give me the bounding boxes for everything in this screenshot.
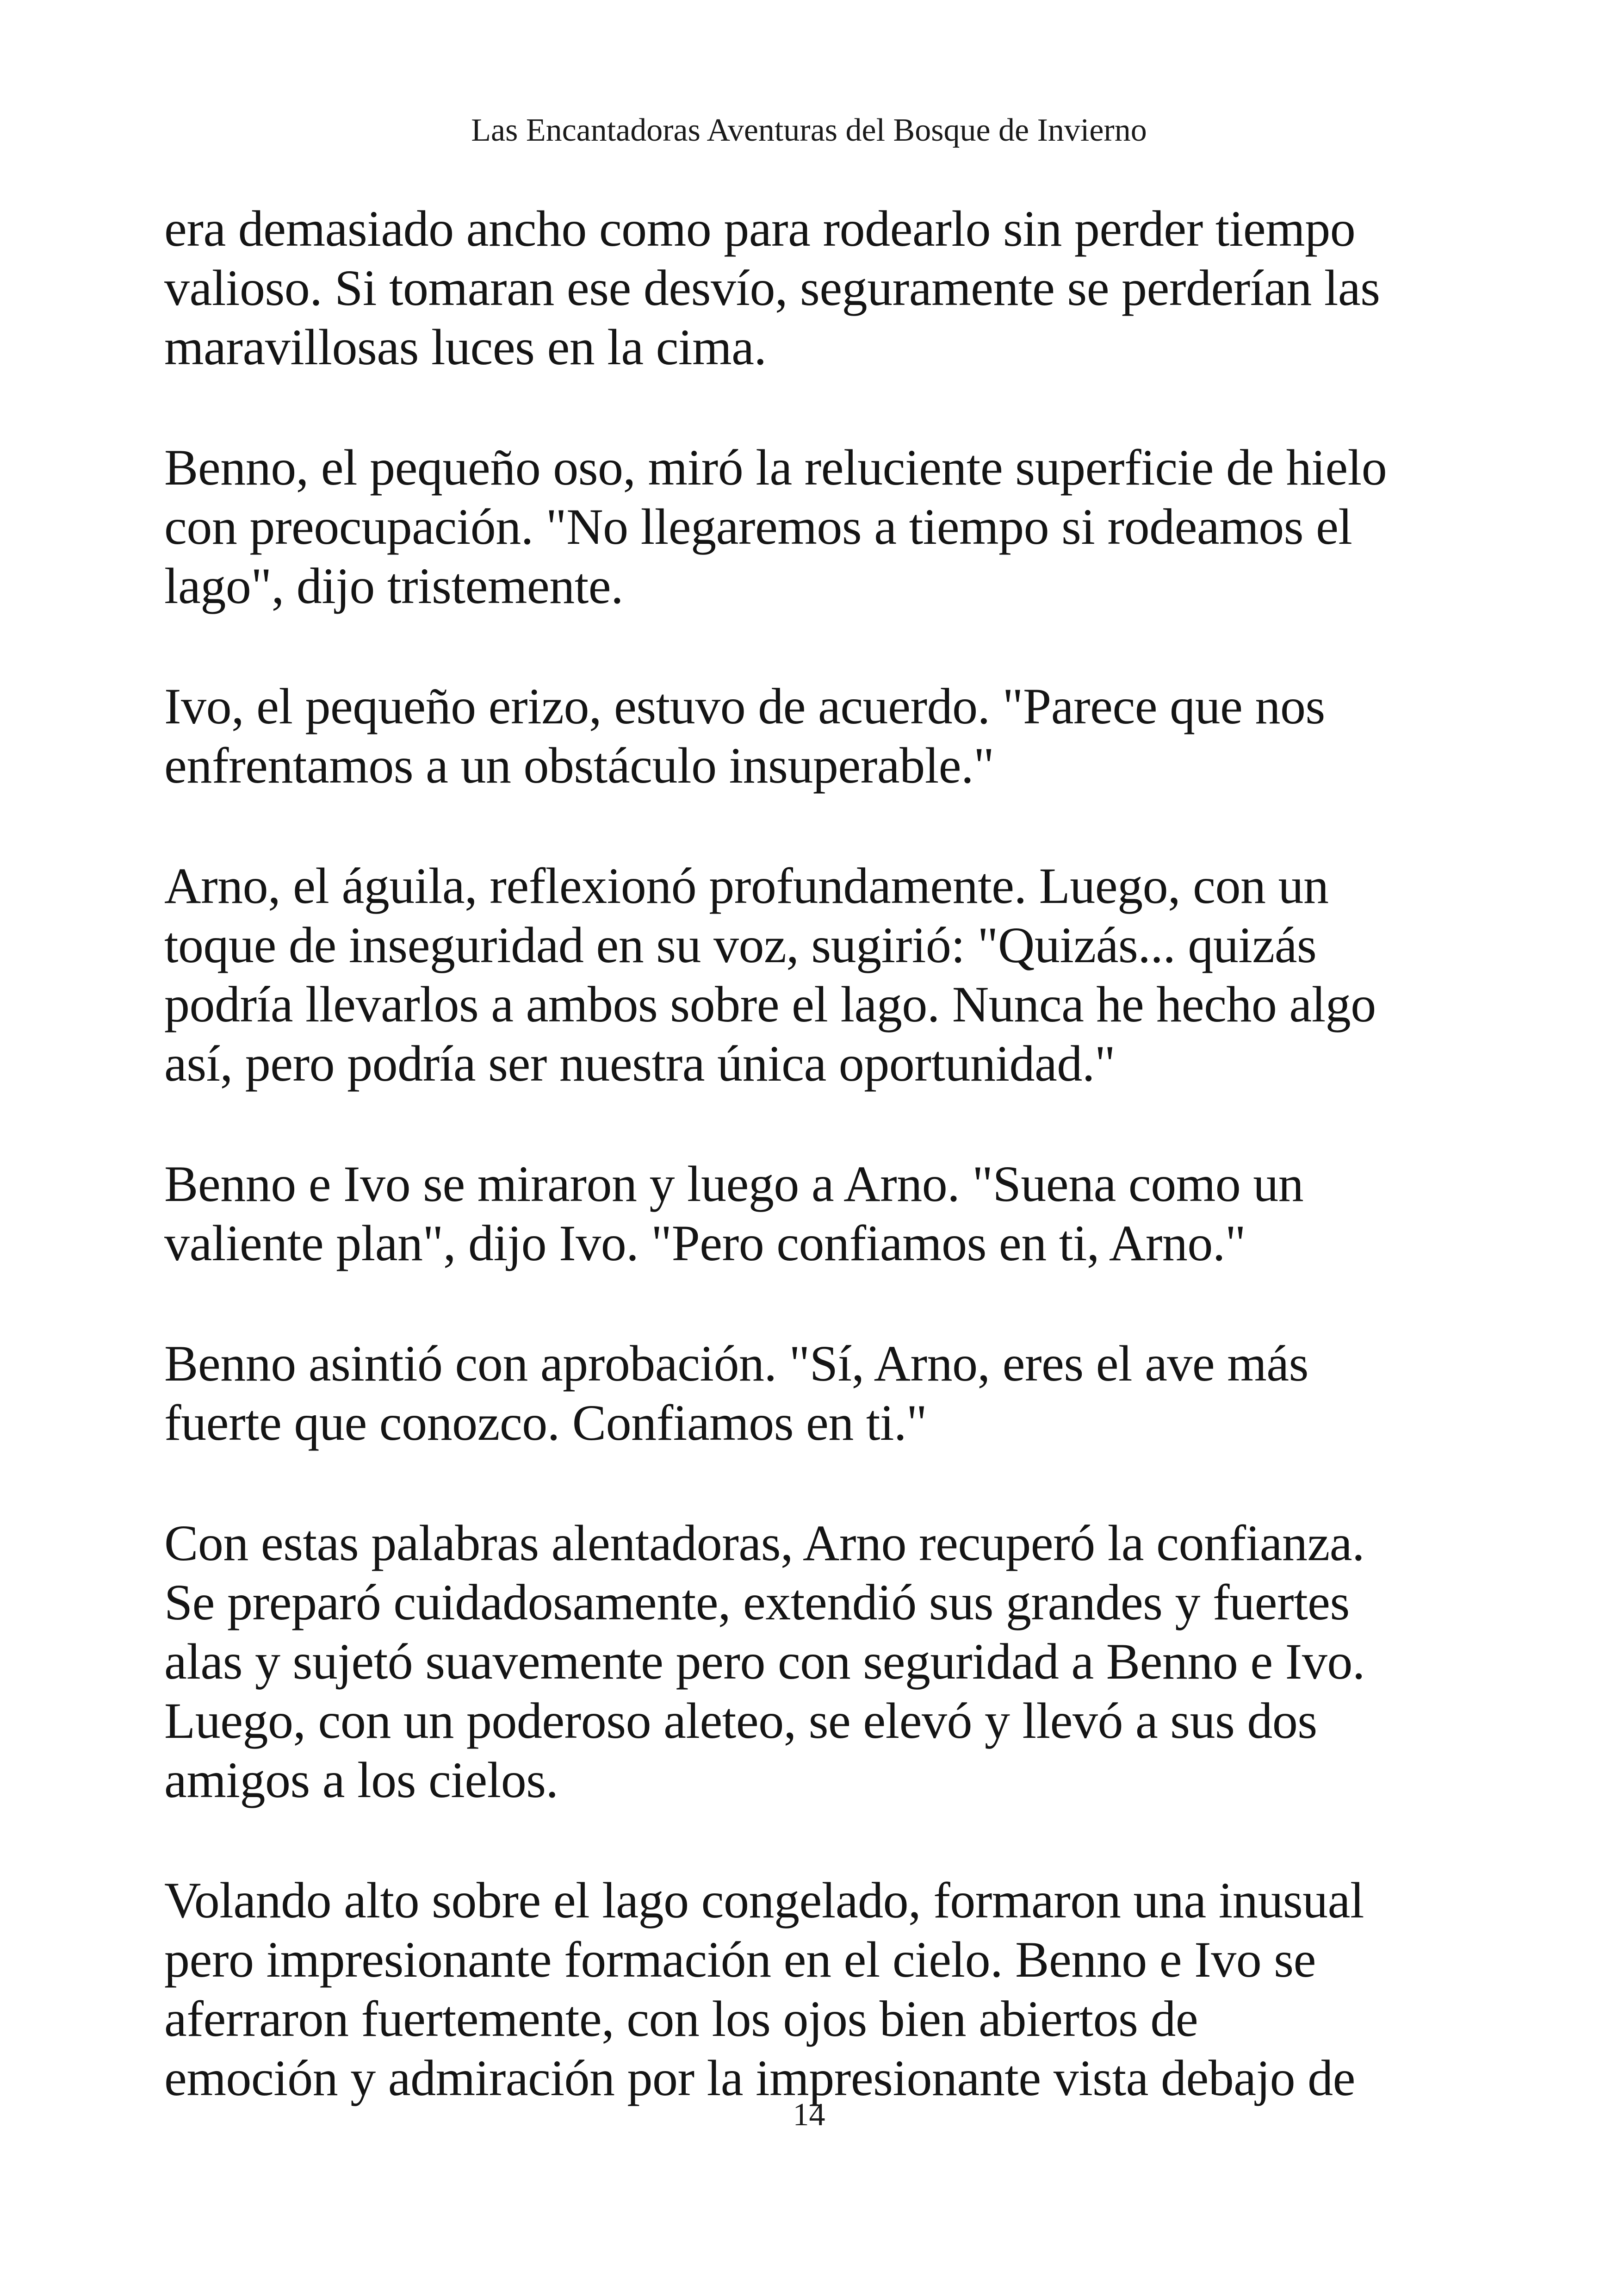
paragraph	[164, 1334, 1464, 1452]
running-header: Las Encantadoras Aventuras del Bosque de Invierno	[471, 112, 1147, 148]
paragraph	[164, 1513, 1464, 1810]
text-line: pero impresionante formación en el cielo. Benno e Ivo se	[164, 1931, 1316, 1988]
text-line: Benno, el pequeño oso, miró la reluciente superficie de hielo	[164, 439, 1387, 496]
text-line: Arno, el águila, reflexionó profundamente. Luego, con un	[164, 858, 1329, 914]
text-line: toque de inseguridad en su voz, sugirió: "Quizás... quizás	[164, 917, 1317, 973]
text-line: Se preparó cuidadosamente, extendió sus grandes y fuertes	[164, 1574, 1350, 1630]
text-line: Ivo, el pequeño erizo, estuvo de acuerdo. "Parece que nos	[164, 678, 1325, 734]
text-line: con preocupación. "No llegaremos a tiempo si rodeamos el	[164, 498, 1352, 555]
text-line: Benno asintió con aprobación. "Sí, Arno, eres el ave más	[164, 1335, 1308, 1392]
page-body	[164, 199, 1464, 2169]
text-line: valiente plan", dijo Ivo. "Pero confiamos en ti, Arno."	[164, 1215, 1246, 1271]
text-line: Benno e Ivo se miraron y luego a Arno. "Suena como un	[164, 1156, 1304, 1212]
text-line: alas y sujetó suavemente pero con seguridad a Benno e Ivo.	[164, 1633, 1365, 1690]
text-line: era demasiado ancho como para rodearlo sin perder tiempo	[164, 200, 1356, 257]
text-line: lago", dijo tristemente.	[164, 558, 624, 614]
paragraph	[164, 1154, 1464, 1273]
paragraph	[164, 199, 1464, 377]
text-line: Luego, con un poderoso aleteo, se elevó y llevó a sus dos	[164, 1692, 1317, 1749]
text-line: podría llevarlos a ambos sobre el lago. Nunca he hecho algo	[164, 976, 1376, 1033]
paragraph	[164, 677, 1464, 795]
text-line: aferraron fuertemente, con los ojos bien abiertos de	[164, 1991, 1198, 2047]
text-line: enfrentamos a un obstáculo insuperable."	[164, 737, 994, 794]
page-number: 14	[793, 2097, 825, 2133]
text-line: maravillosas luces en la cima.	[164, 319, 767, 375]
text-line: así, pero podría ser nuestra única oportunidad."	[164, 1035, 1116, 1092]
text-line: Con estas palabras alentadoras, Arno recuperó la confianza.	[164, 1515, 1365, 1571]
paragraph	[164, 1871, 1464, 2108]
text-line: valioso. Si tomaran ese desvío, seguramente se perderían las	[164, 260, 1380, 316]
text-line: Volando alto sobre el lago congelado, formaron una inusual	[164, 1872, 1364, 1929]
text-line: fuerte que conozco. Confiamos en ti."	[164, 1394, 927, 1451]
paragraph	[164, 438, 1464, 616]
paragraph	[164, 856, 1464, 1093]
text-line: emoción y admiración por la impresionante vista debajo de	[164, 2050, 1356, 2106]
text-line: amigos a los cielos.	[164, 1752, 558, 1808]
